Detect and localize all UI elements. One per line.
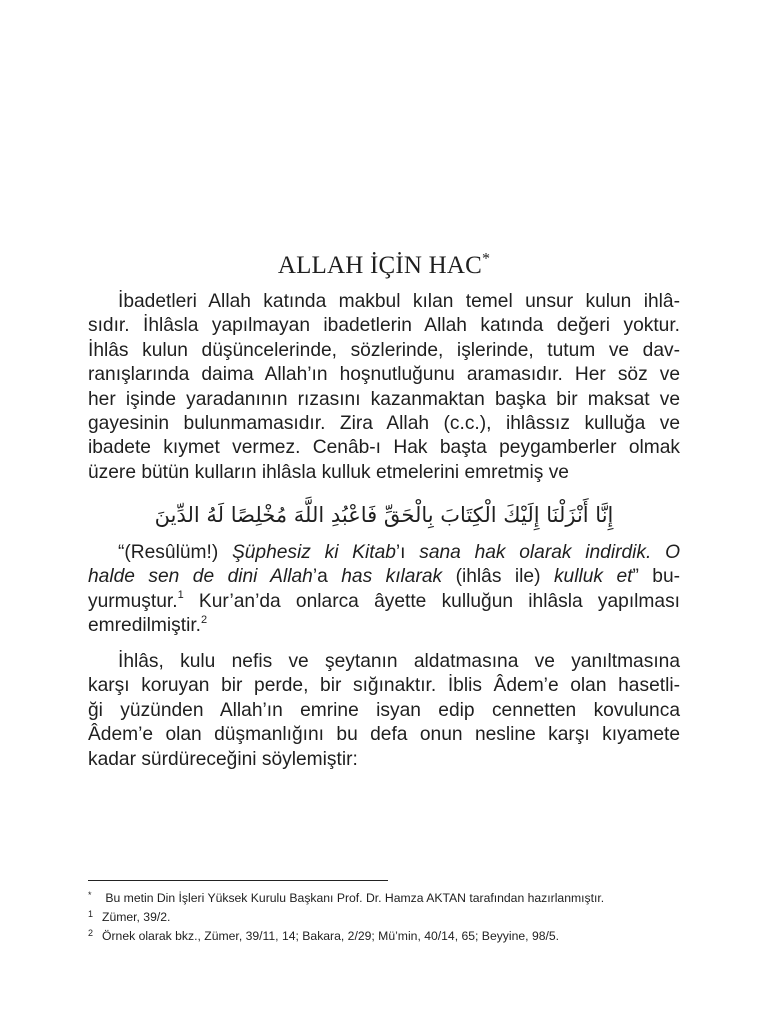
italic-text: kulluk et (553, 566, 633, 588)
line-text: karşı koruyan bir perde, bir sığınaktır. İblis Âdem’e olan hasetli- (88, 675, 680, 697)
line-text: ’ı (395, 542, 420, 563)
line-text: gayesinin bulunmamasıdır. Zira Allah (c.c.), ihlâssız kulluğa ve (88, 413, 680, 435)
paragraph-line (88, 388, 680, 412)
line-text: “(Resûlüm!) (118, 542, 232, 563)
line-text: ibadete kıymet vermez. Cenâb-ı Hak başta peygamberler olmak (88, 437, 680, 459)
footnote-mark: * (88, 890, 92, 900)
page-title (88, 252, 680, 280)
paragraph-verse-translation (88, 541, 680, 639)
footnote-text: Zümer, 39/2. (102, 910, 171, 924)
title-footnote-marker: * (481, 250, 491, 268)
line-text: Âdem’e olan düşmanlığını bu defa onun nesline karşı kıyamete (88, 724, 680, 746)
title-text: ALLAH İÇİN HAC (277, 252, 482, 279)
paragraph-line (88, 290, 680, 314)
line-text: her işinde yaradanının rızasını kazanmaktan başka bir maksat ve (88, 388, 680, 410)
line-text: emredilmiştir. (88, 615, 202, 637)
paragraph-line (88, 412, 680, 436)
paragraph-line (88, 590, 680, 614)
line-text: İhlâs, kulu nefis ve şeytanın aldatmasına ve yanıltmasına (118, 651, 680, 672)
paragraph-line (88, 541, 680, 565)
footnote-mark: 2 (88, 928, 94, 938)
footnote-item (88, 927, 688, 946)
line-text: yurmuştur. (88, 590, 178, 612)
paragraph-line (88, 461, 680, 485)
footnote-item (88, 889, 688, 908)
line-text: ği yüzünden Allah’ın emrine isyan edip cennetten kovulunca (88, 699, 680, 721)
paragraph-line (88, 723, 680, 747)
paragraph-iblis (88, 650, 680, 772)
line-text: ranışlarında daima Allah’ın hoşnutluğunu aramasıdır. Her söz ve (88, 364, 680, 386)
paragraph-line (88, 565, 680, 589)
footnote-mark: 1 (88, 909, 94, 919)
line-text: ” bu- (632, 566, 681, 588)
footnote-ref-2[interactable]: 2 (201, 613, 208, 626)
paragraph-line (88, 314, 680, 338)
paragraph-line (88, 748, 680, 772)
italic-text: Şüphesiz ki Kitab (231, 542, 396, 563)
line-text: İhlâs kulun düşüncelerinde, sözlerinde, işlerinde, tutum ve dav- (88, 339, 680, 361)
line-text: (ihlâs ile) (442, 566, 554, 588)
arabic-verse (88, 500, 680, 530)
line-text: Kur’an’da onlarca âyette kulluğun ihlâsla yapılması (183, 590, 680, 612)
paragraph-line (88, 650, 680, 674)
footnote-ref-1[interactable]: 1 (177, 589, 184, 602)
paragraph-ihlas-intro (88, 290, 680, 485)
footnote-item (88, 908, 688, 927)
footnotes (88, 889, 688, 946)
line-text: üzere bütün kulların ihlâsla kulluk etmelerini emretmiş ve (88, 461, 569, 483)
arabic-verse-text: إِنَّا أَنْزَلْنَا إِلَيْكَ الْكِتَابَ بِالْحَقِّ فَاعْبُدِ اللَّهَ مُخْلِصًا لَهُ الدِّينَ (154, 503, 614, 527)
paragraph-line (88, 614, 680, 638)
line-text: ’a (312, 566, 342, 588)
paragraph-line (88, 363, 680, 387)
italic-text: has kılarak (341, 566, 443, 588)
paragraph-line (88, 699, 680, 723)
paragraph-line (88, 436, 680, 460)
footnote-text: Bu metin Din İşleri Yüksek Kurulu Başkanı Prof. Dr. Hamza AKTAN tarafından hazırlanmıştır. (102, 891, 605, 905)
italic-text: halde sen de dini Allah (88, 566, 313, 588)
paragraph-line (88, 674, 680, 698)
footnote-divider (88, 880, 388, 881)
italic-text: sana hak olarak indirdik. O (419, 542, 680, 563)
footnote-text: Örnek olarak bkz., Zümer, 39/11, 14; Bakara, 2/29; Mü’min, 40/14, 65; Beyyine, 98/5. (102, 929, 560, 943)
line-text: kadar sürdüreceğini söylemiştir: (88, 748, 358, 770)
line-text: sıdır. İhlâsla yapılmayan ibadetlerin Allah katında değeri yoktur. (88, 315, 680, 337)
line-text: İbadetleri Allah katında makbul kılan temel unsur kulun ihlâ- (118, 291, 680, 312)
paragraph-line (88, 339, 680, 363)
